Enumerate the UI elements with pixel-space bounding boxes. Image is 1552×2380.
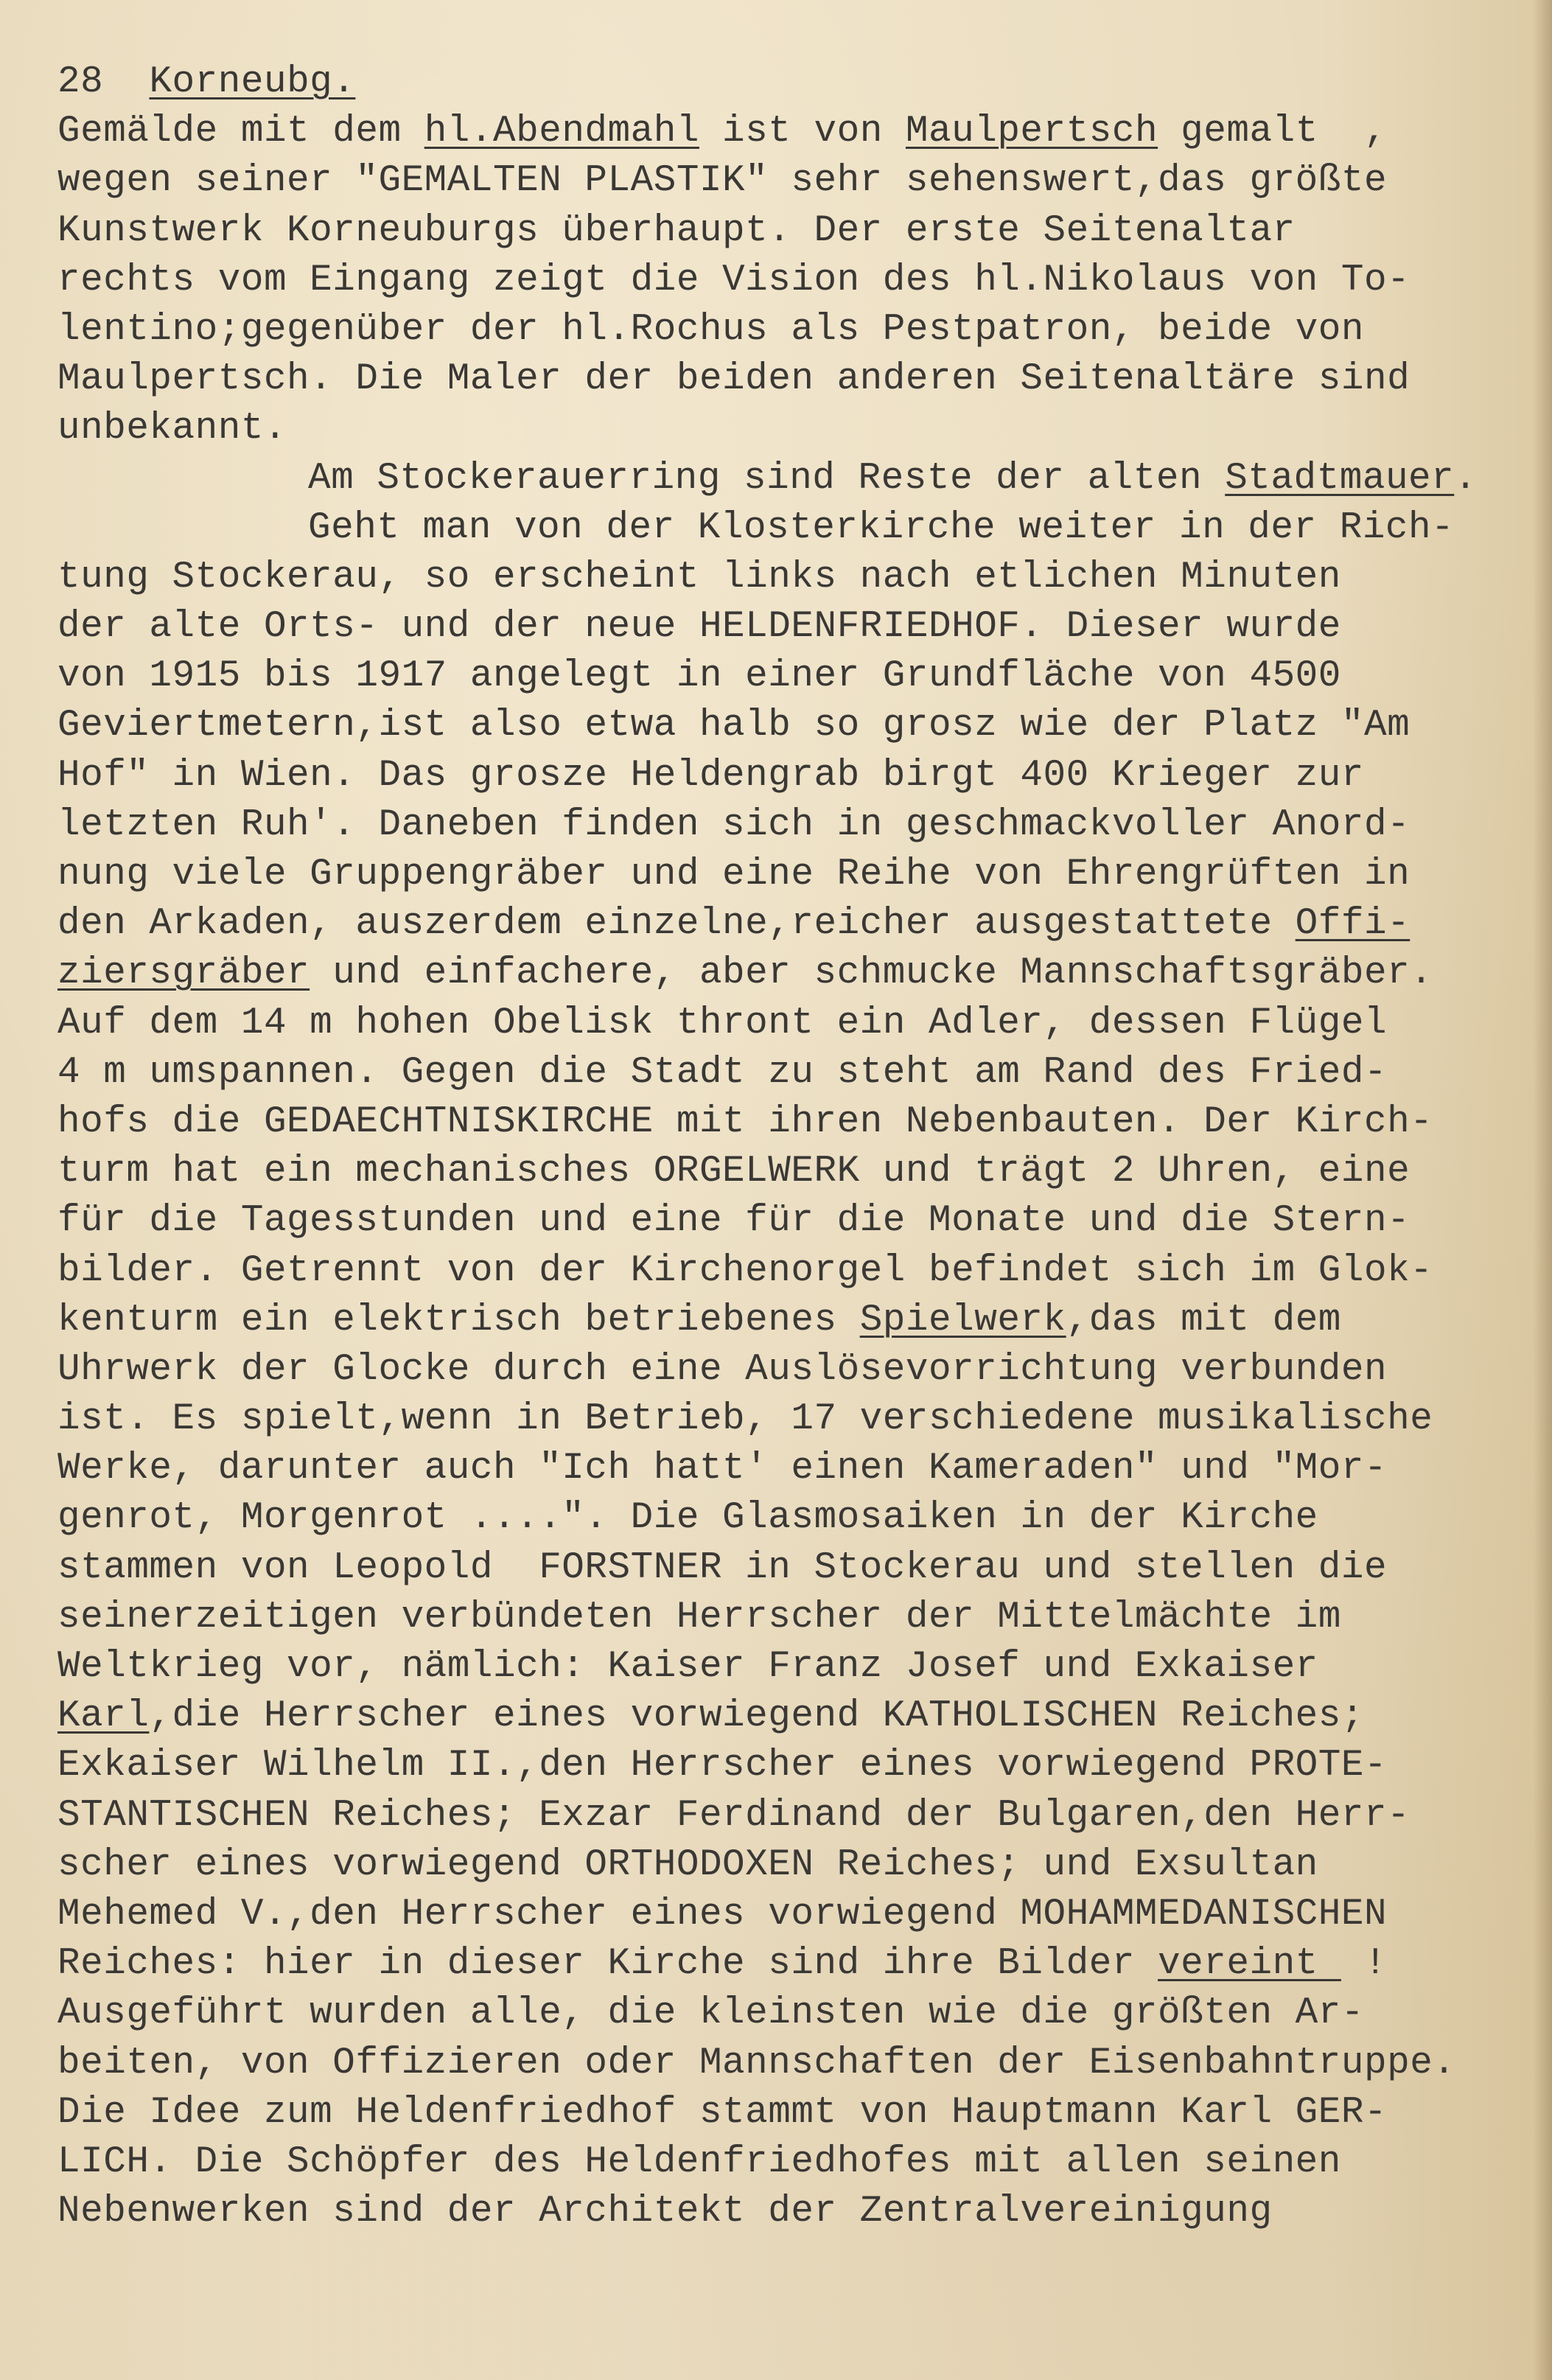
underlined-term: Offi- (1295, 903, 1411, 946)
text-line (57, 206, 1524, 256)
text-run: Die Idee zum Heldenfriedhof stammt von Hauptmann Karl GER- (57, 2091, 1388, 2134)
text-line (57, 999, 1524, 1048)
text-line (57, 1642, 1524, 1692)
text-line (57, 355, 1524, 404)
text-run: kenturm ein elektrisch betriebenes (57, 1299, 860, 1341)
text-line (57, 701, 1524, 750)
text-line (57, 850, 1524, 899)
text-run: stammen von Leopold FORSTNER in Stockerau und stellen die (57, 1546, 1388, 1589)
text-line (57, 751, 1524, 800)
underlined-term: Stadtmauer (1225, 457, 1455, 500)
text-line (57, 305, 1524, 355)
text-run: Weltkrieg vor, nämlich: Kaiser Franz Josef und Exkaiser (57, 1646, 1318, 1688)
text-line (57, 107, 1524, 156)
text-run: von 1915 bis 1917 angelegt in einer Grundfläche von 4500 (57, 655, 1341, 698)
text-run: Am Stockerauerring sind Reste der alten (308, 457, 1226, 500)
text-run: Werke, darunter auch "Ich hatt' einen Kameraden" und "Mor- (57, 1448, 1388, 1490)
text-run: Auf dem 14 m hohen Obelisk thront ein Adler, dessen Flügel (57, 1002, 1388, 1044)
running-head: Korneubg. (149, 61, 356, 103)
text-line (57, 1048, 1524, 1097)
text-run: ,die Herrscher eines vorwiegend KATHOLISCHEN Reiches; (149, 1695, 1364, 1738)
text-run: seinerzeitigen verbündeten Herrscher der Mittelmächte im (57, 1596, 1341, 1639)
underlined-term: Maulpertsch (905, 111, 1158, 153)
text-line (57, 1543, 1524, 1593)
text-run: Exkaiser Wilhelm II.,den Herrscher eines vorwiegend PROTE- (57, 1745, 1388, 1787)
text-line (57, 2088, 1524, 2138)
text-run: Uhrwerk der Glocke durch eine Auslösevorrichtung verbunden (57, 1348, 1388, 1391)
text-run: genrot, Morgenrot ....". Die Glasmosaiken in der Kirche (57, 1497, 1318, 1540)
page-text (57, 57, 1524, 2236)
underlined-term: Spielwerk (859, 1299, 1066, 1341)
text-line (57, 2187, 1524, 2236)
text-run: lentino;gegenüber der hl.Rochus als Pestpatron, beide von (57, 308, 1364, 351)
text-run: rechts vom Eingang zeigt die Vision des hl.Nikolaus von To- (57, 259, 1411, 301)
underlined-term: ziersgräber (57, 952, 310, 995)
text-run: hofs die GEDAECHTNISKIRCHE mit ihren Nebenbauten. Der Kirch- (57, 1100, 1433, 1143)
text-line (57, 156, 1524, 206)
text-line (57, 1692, 1524, 1741)
text-line (57, 1444, 1524, 1493)
underlined-term: Karl (57, 1695, 150, 1738)
text-run: ist von (699, 111, 906, 153)
text-run: Nebenwerken sind der Architekt der Zentralvereinigung (57, 2191, 1273, 2233)
text-run: unbekannt. (57, 408, 287, 450)
underlined-term: vereint (1158, 1943, 1341, 1986)
text-run: Gemälde mit dem (57, 111, 424, 153)
text-run: 4 m umspannen. Gegen die Stadt zu steht am Rand des Fried- (57, 1051, 1388, 1094)
page-number: 28 (57, 61, 104, 103)
text-run: wegen seiner "GEMALTEN PLASTIK" sehr sehenswert,das größte (57, 160, 1388, 203)
underlined-term: hl.Abendmahl (424, 111, 699, 153)
text-run: ist. Es spielt,wenn in Betrieb, 17 verschiedene musikalische (57, 1398, 1433, 1441)
text-run: beiten, von Offizieren oder Mannschaften der Eisenbahntruppe. (57, 2042, 1456, 2084)
paragraph-start-line (57, 454, 1524, 503)
text-line (57, 256, 1524, 305)
text-run: letzten Ruh'. Daneben finden sich in geschmackvoller Anord- (57, 803, 1411, 846)
page-edge-shadow (1533, 0, 1552, 2380)
text-run: den Arkaden, auszerdem einzelne,reicher ausgestattete (57, 903, 1296, 946)
text-line (57, 800, 1524, 850)
text-line (57, 2138, 1524, 2187)
text-run: scher eines vorwiegend ORTHODOXEN Reiches; und Exsultan (57, 1843, 1318, 1886)
text-run: . (1454, 457, 1478, 500)
text-run: Geht man von der Klosterkirche weiter in der Rich- (308, 506, 1455, 549)
text-run: Kunstwerk Korneuburgs überhaupt. Der erste Seitenaltar (57, 209, 1296, 252)
text-run: und einfachere, aber schmucke Mannschaftsgräber. (310, 952, 1433, 995)
text-run: Maulpertsch. Die Maler der beiden anderen Seitenaltäre sind (57, 358, 1411, 401)
text-run: für die Tagesstunden und eine für die Monate und die Stern- (57, 1200, 1411, 1243)
text-line (57, 1246, 1524, 1296)
text-line (57, 1296, 1524, 1345)
text-run: Geviertmetern,ist also etwa halb so grosz wie der Platz "Am (57, 705, 1411, 747)
text-run: Reiches: hier in dieser Kirche sind ihre Bilder (57, 1943, 1158, 1986)
text-line (57, 1196, 1524, 1246)
text-run: bilder. Getrennt von der Kirchenorgel befindet sich im Glok- (57, 1249, 1433, 1292)
header-separator (103, 61, 149, 103)
text-line (57, 553, 1524, 602)
text-line (57, 1890, 1524, 1939)
text-line (57, 404, 1524, 453)
text-line (57, 652, 1524, 701)
text-line (57, 1345, 1524, 1395)
text-run: turm hat ein mechanisches ORGELWERK und trägt 2 Uhren, eine (57, 1151, 1411, 1193)
text-run: gemalt , (1158, 111, 1388, 153)
text-run: tung Stockerau, so erscheint links nach etlichen Minuten (57, 556, 1341, 599)
text-line (57, 1147, 1524, 1196)
text-line (57, 2039, 1524, 2088)
text-run: Mehemed V.,den Herrscher eines vorwiegend MOHAMMEDANISCHEN (57, 1893, 1388, 1936)
text-run: LICH. Die Schöpfer des Heldenfriedhofes mit allen seinen (57, 2140, 1341, 2183)
text-line (57, 1593, 1524, 1642)
text-run: Ausgeführt wurden alle, die kleinsten wie die größten Ar- (57, 1992, 1364, 2035)
text-line (57, 1493, 1524, 1543)
text-line (57, 1840, 1524, 1890)
text-run: STANTISCHEN Reiches; Exzar Ferdinand der Bulgaren,den Herr- (57, 1794, 1411, 1837)
text-line (57, 949, 1524, 998)
text-run: nung viele Gruppengräber und eine Reihe von Ehrengrüften in (57, 854, 1411, 896)
text-line (57, 1939, 1524, 1989)
text-run: ,das mit dem (1066, 1299, 1341, 1341)
text-run: Hof" in Wien. Das grosze Heldengrab birgt 400 Krieger zur (57, 754, 1364, 797)
text-line (57, 899, 1524, 949)
text-line (57, 1989, 1524, 2038)
page-header (57, 57, 1524, 107)
text-line (57, 1097, 1524, 1147)
paragraph-start-line (57, 503, 1524, 553)
text-line (57, 1791, 1524, 1840)
text-line (57, 1741, 1524, 1790)
text-line (57, 602, 1524, 652)
text-line (57, 1395, 1524, 1444)
text-run: ! (1340, 1943, 1388, 1986)
text-run: der alte Orts- und der neue HELDENFRIEDHOF. Dieser wurde (57, 606, 1341, 649)
